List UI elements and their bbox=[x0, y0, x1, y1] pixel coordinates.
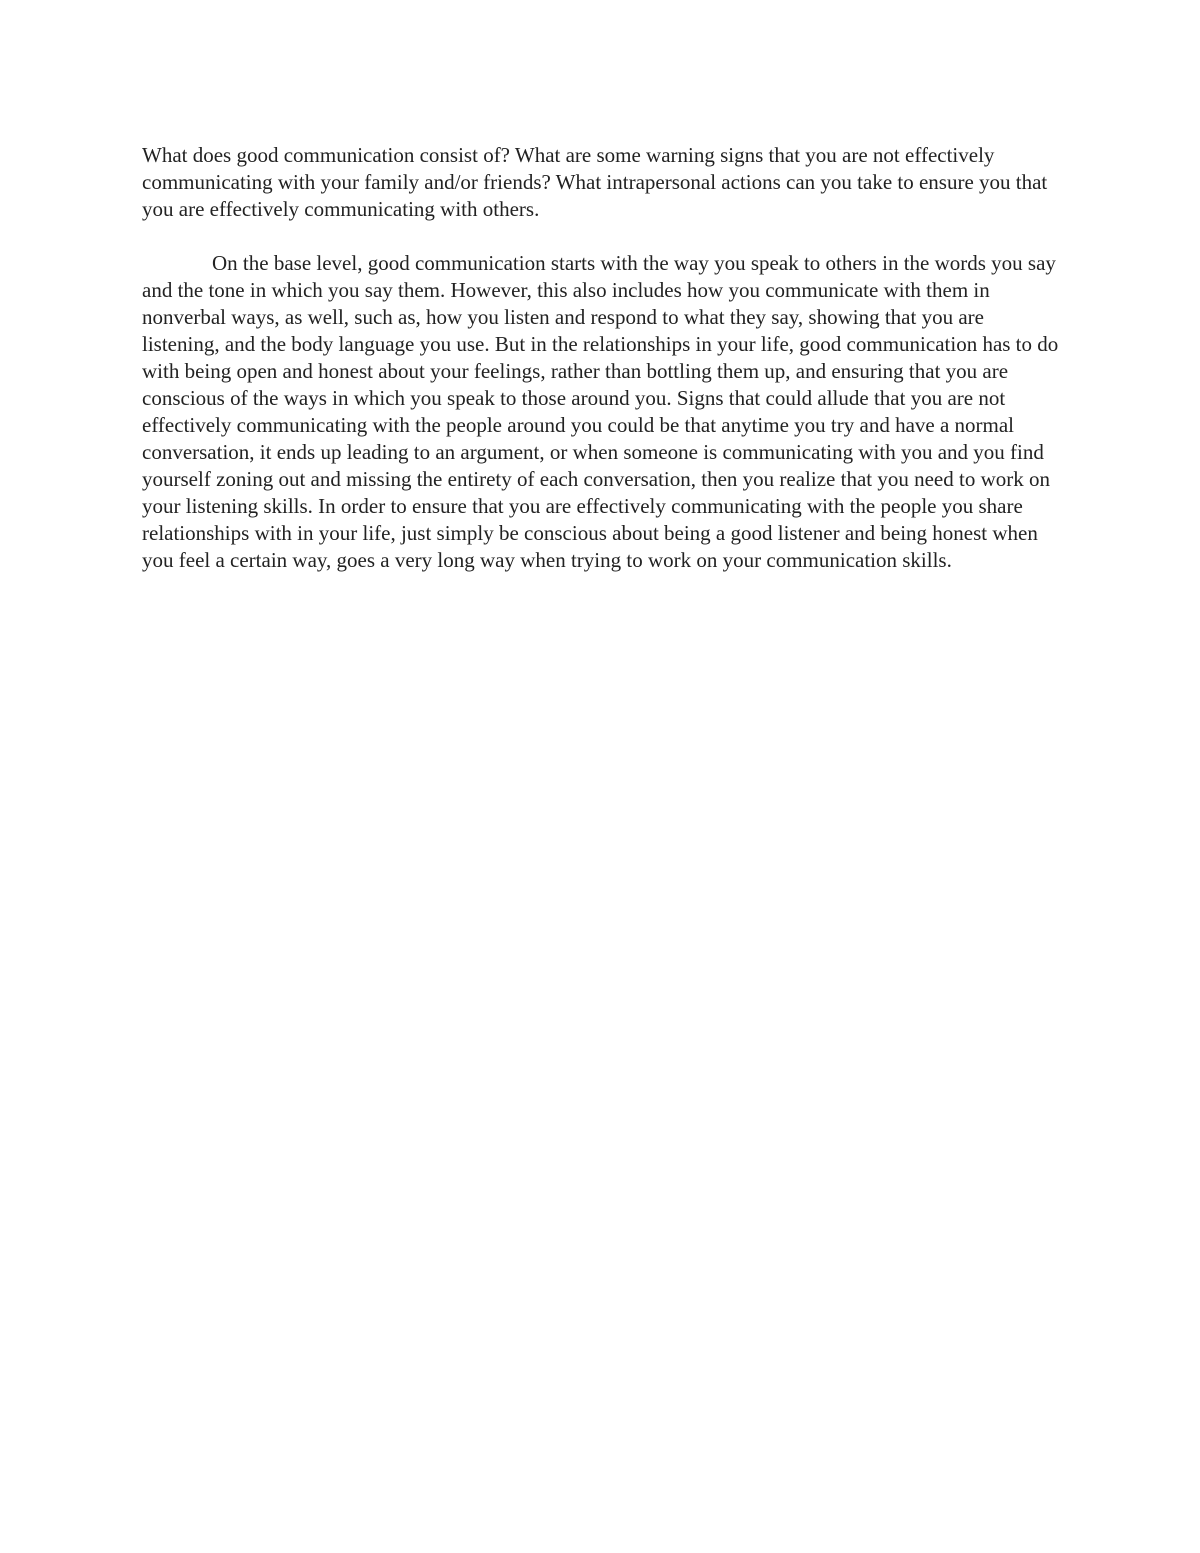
response-paragraph: On the base level, good communication starts with the way you speak to others in the words you say and the tone in which you say them. However, this also includes how you communicate with them in nonverbal ways, as well, such as, how you listen and respond to what they say, showing that you are listening, and the body language you use. But in the relationships in your life, good communication has to do with being open and honest about your feelings, rather than bottling them up, and ensuring that you are conscious of the ways in which you speak to those around you. Signs that could allude that you are not effectively communicating with the people around you could be that anytime you try and have a normal conversation, it ends up leading to an argument, or when someone is communicating with you and you find yourself zoning out and missing the entirety of each conversation, then you realize that you need to work on your listening skills. In order to ensure that you are effectively communicating with the people you share relationships with in your life, just simply be conscious about being a good listener and being honest when you feel a certain way, goes a very long way when trying to work on your communication skills. bbox=[142, 251, 1059, 572]
prompt-paragraph: What does good communication consist of? What are some warning signs that you are not effectively communicating with your family and/or friends? What intrapersonal actions can you take to ensure you that you are effectively communicating with others. bbox=[142, 143, 1048, 221]
document-body bbox=[142, 142, 1062, 574]
